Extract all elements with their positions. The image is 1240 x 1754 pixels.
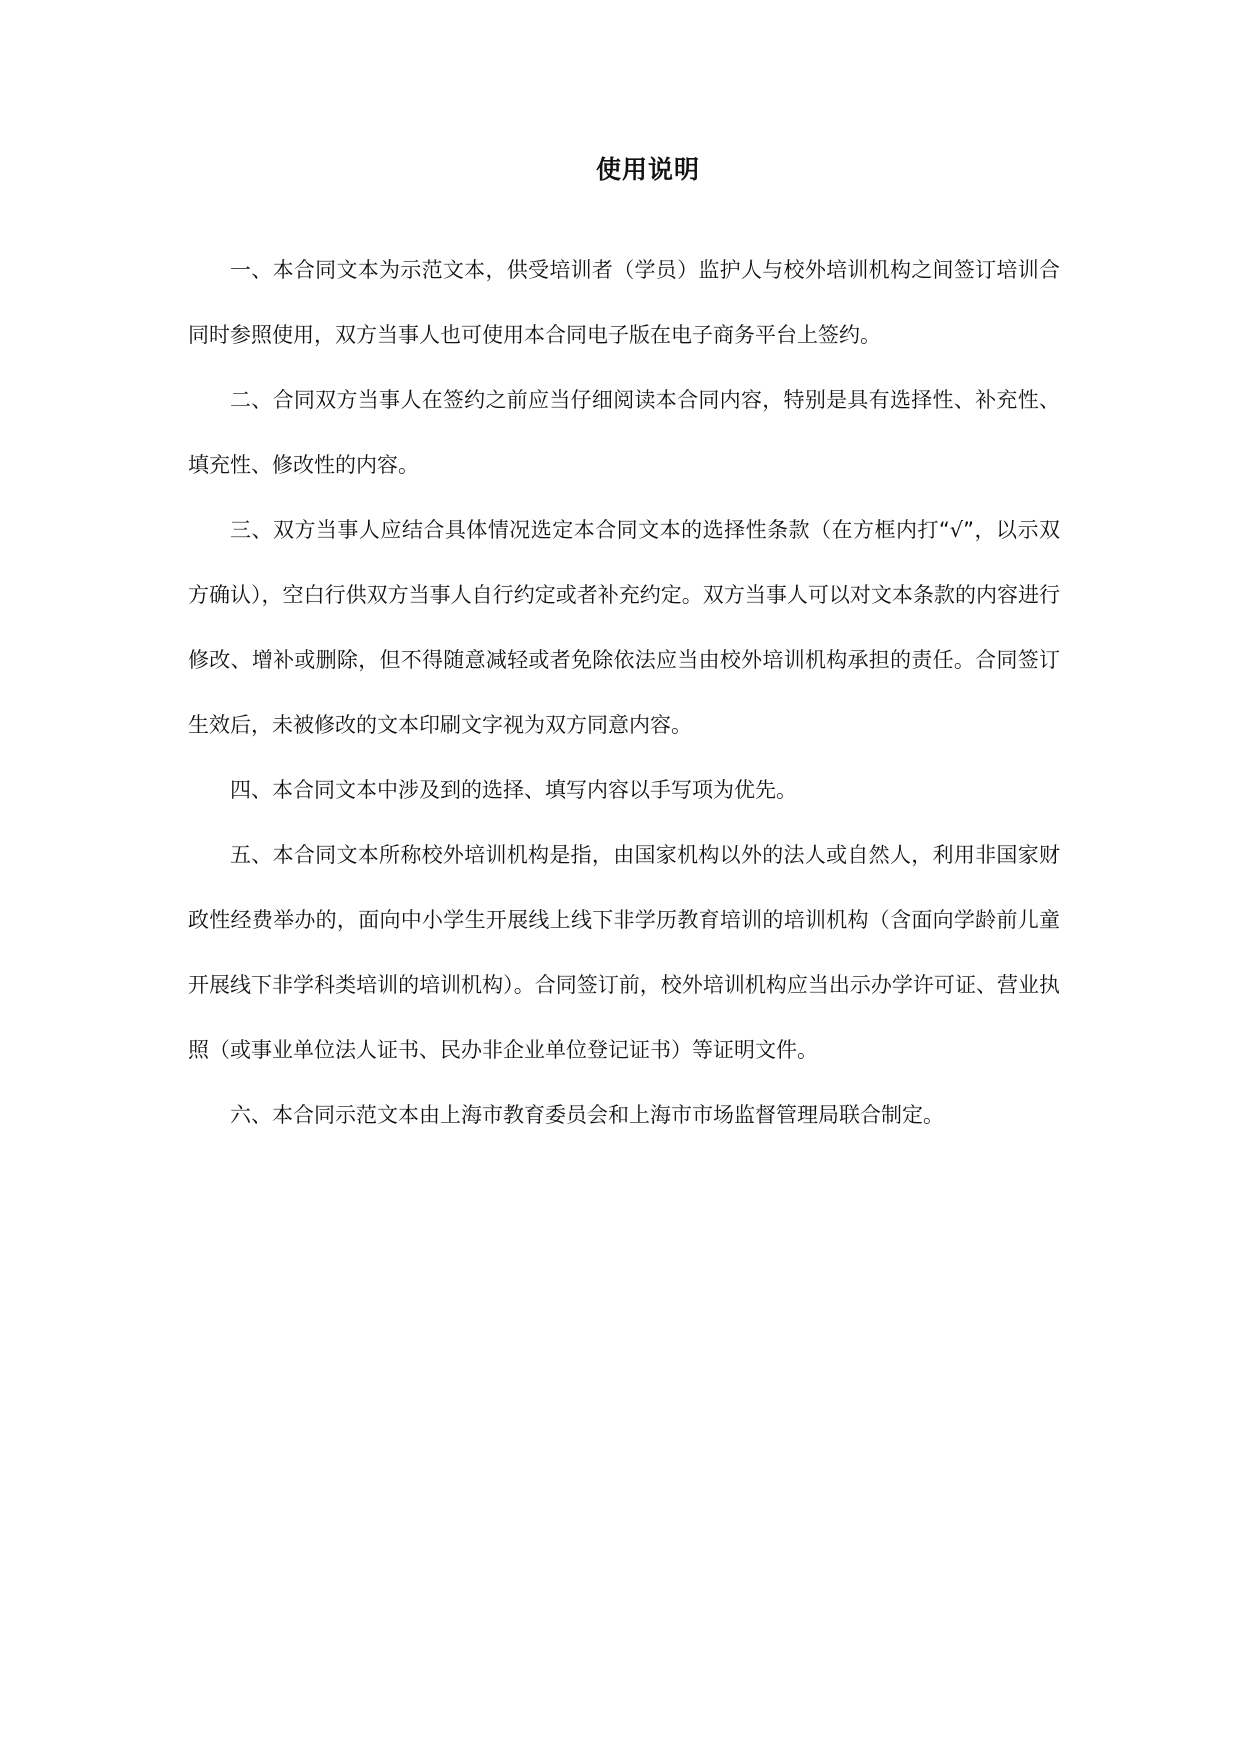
paragraph-3: 三、双方当事人应结合具体情况选定本合同文本的选择性条款（在方框内打“√”，以示双方确认），空白行供双方当事人自行约定或者补充约定。双方当事人可以对文本条款的内容进行修改、增补或删除，但不得随意减轻或者免除依法应当由校外培训机构承担的责任。合同签订生效后，未被修改的文本印刷文字视为双方同意内容。 (188, 518, 1060, 737)
instructions-body (188, 238, 1060, 1148)
page-title: 使用说明 (595, 155, 700, 184)
paragraph-6: 六、本合同示范文本由上海市教育委员会和上海市市场监督管理局联合制定。 (230, 1103, 944, 1127)
paragraph-1: 一、本合同文本为示范文本，供受培训者（学员）监护人与校外培训机构之间签订培训合同时参照使用，双方当事人也可使用本合同电子版在电子商务平台上签约。 (188, 258, 1060, 347)
paragraph-2: 二、合同双方当事人在签约之前应当仔细阅读本合同内容，特别是具有选择性、补充性、填充性、修改性的内容。 (188, 388, 1060, 477)
paragraph-4: 四、本合同文本中涉及到的选择、填写内容以手写项为优先。 (230, 778, 797, 802)
paragraph-5: 五、本合同文本所称校外培训机构是指，由国家机构以外的法人或自然人，利用非国家财政性经费举办的，面向中小学生开展线上线下非学历教育培训的培训机构（含面向学龄前儿童开展线下非学科类培训的培训机构）。合同签订前，校外培训机构应当出示办学许可证、营业执照（或事业单位法人证书、民办非企业单位登记证书）等证明文件。 (188, 843, 1060, 1062)
